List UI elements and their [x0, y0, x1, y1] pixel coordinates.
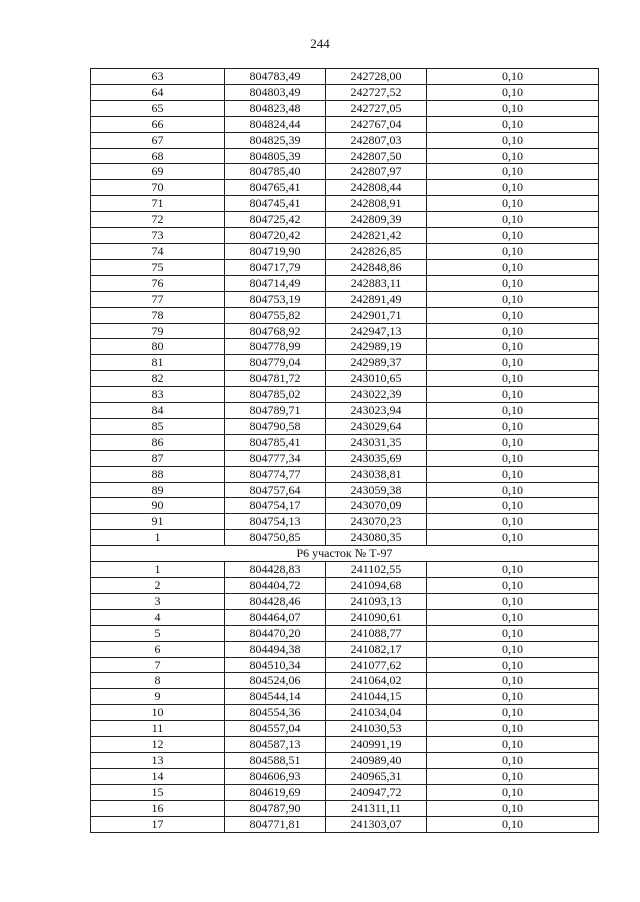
point-number-cell: 17 [91, 816, 225, 832]
y-coordinate-cell: 240965,31 [326, 768, 427, 784]
point-number-cell: 64 [91, 84, 225, 100]
y-coordinate-cell: 243059,38 [326, 482, 427, 498]
accuracy-cell: 0,10 [427, 84, 599, 100]
accuracy-cell: 0,10 [427, 562, 599, 578]
y-coordinate-cell: 243031,35 [326, 434, 427, 450]
y-coordinate-cell: 243070,23 [326, 514, 427, 530]
x-coordinate-cell: 804803,49 [225, 84, 326, 100]
y-coordinate-cell: 241064,02 [326, 673, 427, 689]
x-coordinate-cell: 804714,49 [225, 275, 326, 291]
table-row [91, 243, 599, 259]
x-coordinate-cell: 804720,42 [225, 228, 326, 244]
table-row [91, 418, 599, 434]
table-row [91, 609, 599, 625]
table-row [91, 466, 599, 482]
table-row [91, 339, 599, 355]
point-number-cell: 74 [91, 243, 225, 259]
x-coordinate-cell: 804757,64 [225, 482, 326, 498]
accuracy-cell: 0,10 [427, 705, 599, 721]
y-coordinate-cell: 242821,42 [326, 228, 427, 244]
point-number-cell: 4 [91, 609, 225, 625]
table-row [91, 228, 599, 244]
accuracy-cell: 0,10 [427, 530, 599, 546]
table-row [91, 307, 599, 323]
y-coordinate-cell: 241077,62 [326, 657, 427, 673]
section-header-body [91, 546, 599, 562]
y-coordinate-cell: 240991,19 [326, 737, 427, 753]
x-coordinate-cell: 804777,34 [225, 450, 326, 466]
accuracy-cell: 0,10 [427, 482, 599, 498]
accuracy-cell: 0,10 [427, 228, 599, 244]
table-row [91, 212, 599, 228]
y-coordinate-cell: 241094,68 [326, 578, 427, 594]
x-coordinate-cell: 804470,20 [225, 625, 326, 641]
y-coordinate-cell: 243038,81 [326, 466, 427, 482]
y-coordinate-cell: 242727,52 [326, 84, 427, 100]
x-coordinate-cell: 804789,71 [225, 403, 326, 419]
accuracy-cell: 0,10 [427, 625, 599, 641]
table-row [91, 371, 599, 387]
table-row [91, 132, 599, 148]
accuracy-cell: 0,10 [427, 243, 599, 259]
y-coordinate-cell: 242883,11 [326, 275, 427, 291]
x-coordinate-cell: 804825,39 [225, 132, 326, 148]
table-row [91, 673, 599, 689]
point-number-cell: 1 [91, 562, 225, 578]
x-coordinate-cell: 804588,51 [225, 752, 326, 768]
page-number: 244 [310, 36, 330, 51]
point-number-cell: 7 [91, 657, 225, 673]
table-row [91, 196, 599, 212]
point-number-cell: 80 [91, 339, 225, 355]
point-number-cell: 67 [91, 132, 225, 148]
coordinates-table [90, 68, 599, 833]
table-row [91, 498, 599, 514]
x-coordinate-cell: 804428,46 [225, 593, 326, 609]
table-row [91, 291, 599, 307]
point-number-cell: 13 [91, 752, 225, 768]
accuracy-cell: 0,10 [427, 514, 599, 530]
point-number-cell: 79 [91, 323, 225, 339]
section-title: Р6 участок № Т-97 [91, 546, 599, 562]
table-row [91, 116, 599, 132]
x-coordinate-cell: 804725,42 [225, 212, 326, 228]
x-coordinate-cell: 804510,34 [225, 657, 326, 673]
accuracy-cell: 0,10 [427, 339, 599, 355]
table-row [91, 721, 599, 737]
table-row [91, 641, 599, 657]
point-number-cell: 66 [91, 116, 225, 132]
y-coordinate-cell: 243080,35 [326, 530, 427, 546]
table-row [91, 482, 599, 498]
x-coordinate-cell: 804824,44 [225, 116, 326, 132]
point-number-cell: 65 [91, 100, 225, 116]
table-row [91, 593, 599, 609]
accuracy-cell: 0,10 [427, 180, 599, 196]
y-coordinate-cell: 241102,55 [326, 562, 427, 578]
table-row [91, 323, 599, 339]
table-row [91, 434, 599, 450]
point-number-cell: 9 [91, 689, 225, 705]
point-number-cell: 83 [91, 387, 225, 403]
table-row [91, 816, 599, 832]
point-number-cell: 86 [91, 434, 225, 450]
table-row [91, 259, 599, 275]
x-coordinate-cell: 804587,13 [225, 737, 326, 753]
table-row [91, 578, 599, 594]
accuracy-cell: 0,10 [427, 418, 599, 434]
table-body-part1 [91, 69, 599, 546]
x-coordinate-cell: 804404,72 [225, 578, 326, 594]
accuracy-cell: 0,10 [427, 609, 599, 625]
x-coordinate-cell: 804619,69 [225, 784, 326, 800]
table-row [91, 768, 599, 784]
y-coordinate-cell: 243023,94 [326, 403, 427, 419]
x-coordinate-cell: 804719,90 [225, 243, 326, 259]
y-coordinate-cell: 241093,13 [326, 593, 427, 609]
point-number-cell: 89 [91, 482, 225, 498]
accuracy-cell: 0,10 [427, 768, 599, 784]
point-number-cell: 81 [91, 355, 225, 371]
y-coordinate-cell: 242901,71 [326, 307, 427, 323]
table-row [91, 530, 599, 546]
accuracy-cell: 0,10 [427, 116, 599, 132]
x-coordinate-cell: 804557,04 [225, 721, 326, 737]
table-row [91, 800, 599, 816]
accuracy-cell: 0,10 [427, 323, 599, 339]
x-coordinate-cell: 804787,90 [225, 800, 326, 816]
x-coordinate-cell: 804494,38 [225, 641, 326, 657]
point-number-cell: 14 [91, 768, 225, 784]
x-coordinate-cell: 804823,48 [225, 100, 326, 116]
x-coordinate-cell: 804750,85 [225, 530, 326, 546]
table-row [91, 689, 599, 705]
y-coordinate-cell: 242807,97 [326, 164, 427, 180]
table-row [91, 164, 599, 180]
accuracy-cell: 0,10 [427, 69, 599, 85]
x-coordinate-cell: 804768,92 [225, 323, 326, 339]
accuracy-cell: 0,10 [427, 212, 599, 228]
y-coordinate-cell: 240989,40 [326, 752, 427, 768]
x-coordinate-cell: 804554,36 [225, 705, 326, 721]
y-coordinate-cell: 243035,69 [326, 450, 427, 466]
accuracy-cell: 0,10 [427, 721, 599, 737]
point-number-cell: 15 [91, 784, 225, 800]
y-coordinate-cell: 242809,39 [326, 212, 427, 228]
point-number-cell: 78 [91, 307, 225, 323]
table-row [91, 514, 599, 530]
y-coordinate-cell: 241303,07 [326, 816, 427, 832]
point-number-cell: 1 [91, 530, 225, 546]
y-coordinate-cell: 242848,86 [326, 259, 427, 275]
x-coordinate-cell: 804785,40 [225, 164, 326, 180]
accuracy-cell: 0,10 [427, 450, 599, 466]
point-number-cell: 71 [91, 196, 225, 212]
point-number-cell: 75 [91, 259, 225, 275]
accuracy-cell: 0,10 [427, 307, 599, 323]
accuracy-cell: 0,10 [427, 387, 599, 403]
accuracy-cell: 0,10 [427, 657, 599, 673]
section-row [91, 546, 599, 562]
y-coordinate-cell: 242808,91 [326, 196, 427, 212]
point-number-cell: 16 [91, 800, 225, 816]
point-number-cell: 88 [91, 466, 225, 482]
y-coordinate-cell: 241090,61 [326, 609, 427, 625]
point-number-cell: 11 [91, 721, 225, 737]
x-coordinate-cell: 804779,04 [225, 355, 326, 371]
accuracy-cell: 0,10 [427, 148, 599, 164]
point-number-cell: 10 [91, 705, 225, 721]
table-row [91, 148, 599, 164]
x-coordinate-cell: 804785,02 [225, 387, 326, 403]
x-coordinate-cell: 804606,93 [225, 768, 326, 784]
table-row [91, 752, 599, 768]
y-coordinate-cell: 243022,39 [326, 387, 427, 403]
accuracy-cell: 0,10 [427, 737, 599, 753]
x-coordinate-cell: 804781,72 [225, 371, 326, 387]
point-number-cell: 69 [91, 164, 225, 180]
y-coordinate-cell: 243010,65 [326, 371, 427, 387]
point-number-cell: 12 [91, 737, 225, 753]
y-coordinate-cell: 243029,64 [326, 418, 427, 434]
y-coordinate-cell: 242807,03 [326, 132, 427, 148]
table-row [91, 387, 599, 403]
y-coordinate-cell: 243070,09 [326, 498, 427, 514]
x-coordinate-cell: 804778,99 [225, 339, 326, 355]
y-coordinate-cell: 241044,15 [326, 689, 427, 705]
y-coordinate-cell: 242767,04 [326, 116, 427, 132]
y-coordinate-cell: 242808,44 [326, 180, 427, 196]
accuracy-cell: 0,10 [427, 752, 599, 768]
y-coordinate-cell: 240947,72 [326, 784, 427, 800]
accuracy-cell: 0,10 [427, 291, 599, 307]
point-number-cell: 73 [91, 228, 225, 244]
point-number-cell: 5 [91, 625, 225, 641]
x-coordinate-cell: 804774,77 [225, 466, 326, 482]
table-row [91, 275, 599, 291]
accuracy-cell: 0,10 [427, 371, 599, 387]
point-number-cell: 91 [91, 514, 225, 530]
accuracy-cell: 0,10 [427, 275, 599, 291]
table-row [91, 737, 599, 753]
y-coordinate-cell: 242826,85 [326, 243, 427, 259]
y-coordinate-cell: 241082,17 [326, 641, 427, 657]
point-number-cell: 70 [91, 180, 225, 196]
y-coordinate-cell: 241088,77 [326, 625, 427, 641]
point-number-cell: 8 [91, 673, 225, 689]
table-body-part2 [91, 562, 599, 832]
table-row [91, 355, 599, 371]
table-row [91, 657, 599, 673]
accuracy-cell: 0,10 [427, 132, 599, 148]
x-coordinate-cell: 804753,19 [225, 291, 326, 307]
x-coordinate-cell: 804790,58 [225, 418, 326, 434]
accuracy-cell: 0,10 [427, 593, 599, 609]
point-number-cell: 2 [91, 578, 225, 594]
y-coordinate-cell: 242728,00 [326, 69, 427, 85]
point-number-cell: 76 [91, 275, 225, 291]
accuracy-cell: 0,10 [427, 689, 599, 705]
point-number-cell: 77 [91, 291, 225, 307]
table-row [91, 100, 599, 116]
accuracy-cell: 0,10 [427, 403, 599, 419]
accuracy-cell: 0,10 [427, 164, 599, 180]
x-coordinate-cell: 804755,82 [225, 307, 326, 323]
accuracy-cell: 0,10 [427, 498, 599, 514]
accuracy-cell: 0,10 [427, 578, 599, 594]
x-coordinate-cell: 804754,17 [225, 498, 326, 514]
table-row [91, 84, 599, 100]
accuracy-cell: 0,10 [427, 816, 599, 832]
accuracy-cell: 0,10 [427, 259, 599, 275]
point-number-cell: 6 [91, 641, 225, 657]
point-number-cell: 82 [91, 371, 225, 387]
table-row [91, 625, 599, 641]
x-coordinate-cell: 804428,83 [225, 562, 326, 578]
table-row [91, 69, 599, 85]
point-number-cell: 3 [91, 593, 225, 609]
x-coordinate-cell: 804783,49 [225, 69, 326, 85]
point-number-cell: 90 [91, 498, 225, 514]
table-row [91, 403, 599, 419]
x-coordinate-cell: 804464,07 [225, 609, 326, 625]
x-coordinate-cell: 804745,41 [225, 196, 326, 212]
y-coordinate-cell: 242727,05 [326, 100, 427, 116]
accuracy-cell: 0,10 [427, 641, 599, 657]
y-coordinate-cell: 241030,53 [326, 721, 427, 737]
x-coordinate-cell: 804717,79 [225, 259, 326, 275]
y-coordinate-cell: 241034,04 [326, 705, 427, 721]
x-coordinate-cell: 804544,14 [225, 689, 326, 705]
y-coordinate-cell: 242891,49 [326, 291, 427, 307]
point-number-cell: 72 [91, 212, 225, 228]
point-number-cell: 84 [91, 403, 225, 419]
y-coordinate-cell: 242989,19 [326, 339, 427, 355]
y-coordinate-cell: 242989,37 [326, 355, 427, 371]
x-coordinate-cell: 804771,81 [225, 816, 326, 832]
accuracy-cell: 0,10 [427, 355, 599, 371]
accuracy-cell: 0,10 [427, 434, 599, 450]
y-coordinate-cell: 241311,11 [326, 800, 427, 816]
table-row [91, 450, 599, 466]
accuracy-cell: 0,10 [427, 100, 599, 116]
table-row [91, 784, 599, 800]
point-number-cell: 85 [91, 418, 225, 434]
table-row [91, 705, 599, 721]
x-coordinate-cell: 804785,41 [225, 434, 326, 450]
point-number-cell: 87 [91, 450, 225, 466]
x-coordinate-cell: 804765,41 [225, 180, 326, 196]
x-coordinate-cell: 804754,13 [225, 514, 326, 530]
x-coordinate-cell: 804805,39 [225, 148, 326, 164]
point-number-cell: 68 [91, 148, 225, 164]
accuracy-cell: 0,10 [427, 466, 599, 482]
table-row [91, 180, 599, 196]
accuracy-cell: 0,10 [427, 784, 599, 800]
accuracy-cell: 0,10 [427, 800, 599, 816]
y-coordinate-cell: 242807,50 [326, 148, 427, 164]
accuracy-cell: 0,10 [427, 196, 599, 212]
table-row [91, 562, 599, 578]
accuracy-cell: 0,10 [427, 673, 599, 689]
point-number-cell: 63 [91, 69, 225, 85]
x-coordinate-cell: 804524,06 [225, 673, 326, 689]
y-coordinate-cell: 242947,13 [326, 323, 427, 339]
